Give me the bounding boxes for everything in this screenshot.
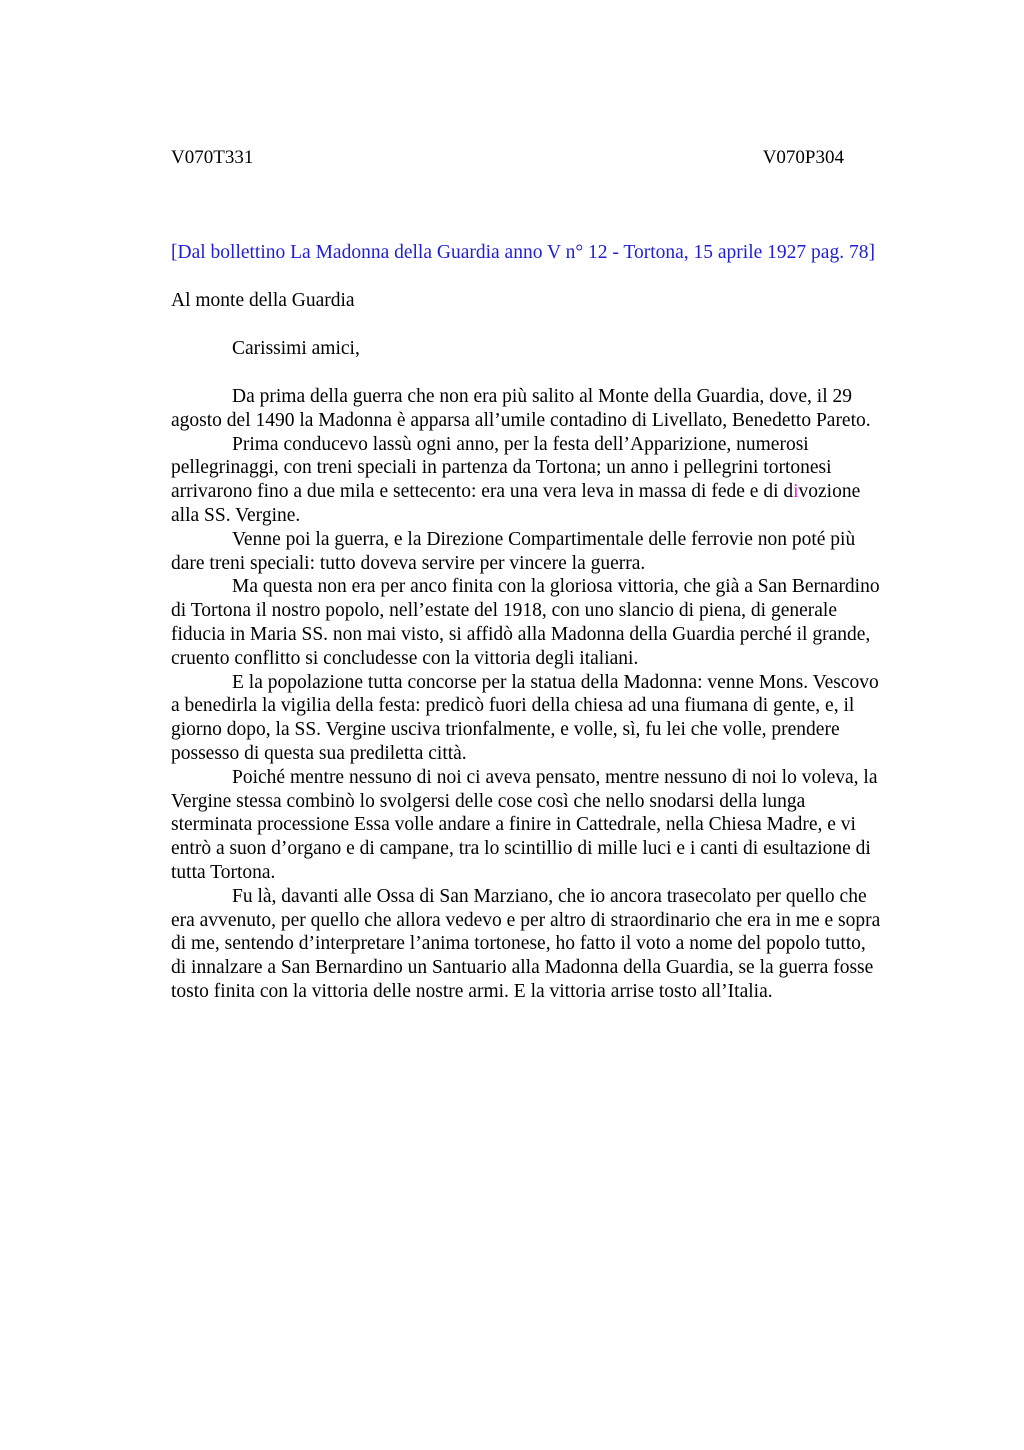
body-line: alla SS. Vergine. <box>171 504 301 526</box>
body-line: entrò a suon d’organo e di campane, tra lo scintillio di mille luci e i canti di esultazione di <box>171 838 871 860</box>
body-line: di me, sentendo d’interpretare l’anima tortonese, ho fatto il voto a nome del popolo tutto, <box>171 933 866 955</box>
body-line: E la popolazione tutta concorse per la statua della Madonna: venne Mons. Vescovo <box>232 671 879 693</box>
body-line: cruento conflitto si concludesse con la vittoria degli italiani. <box>171 647 639 669</box>
body-line: Vergine stessa combinò lo svolgersi delle cose così che nello snodarsi della lunga <box>171 790 806 812</box>
body-line: fiducia in Maria SS. non mai visto, si affidò alla Madonna della Guardia perché il grande, <box>171 623 871 645</box>
body-line: Poiché mentre nessuno di noi ci aveva pensato, mentre nessuno di noi lo voleva, la <box>232 766 878 788</box>
body-line: possesso di questa sua prediletta città. <box>171 742 467 764</box>
body-line: Venne poi la guerra, e la Direzione Compartimentale delle ferrovie non poté più <box>232 528 856 550</box>
code-left: V070T331 <box>171 147 254 168</box>
body-line <box>171 480 931 504</box>
body-line: Ma questa non era per anco finita con la gloriosa vittoria, che già a San Bernardino <box>232 576 880 598</box>
source-note: [Dal bollettino La Madonna della Guardia anno V n° 12 - Tortona, 15 aprile 1927 pag. 78] <box>171 242 875 263</box>
body-line: di innalzare a San Bernardino un Santuario alla Madonna della Guardia, se la guerra fosse <box>171 957 874 979</box>
body-line: tosto finita con la vittoria delle nostre armi. E la vittoria arrise tosto all’Italia. <box>171 980 773 1002</box>
letter-heading: Al monte della Guardia <box>171 290 355 311</box>
body-line: Prima conducevo lassù ogni anno, per la festa dell’Apparizione, numerosi <box>232 433 809 455</box>
document-page <box>171 0 931 1450</box>
body-line: dare treni speciali: tutto doveva servire per vincere la guerra. <box>171 552 646 574</box>
body-line: Da prima della guerra che non era più salito al Monte della Guardia, dove, il 29 <box>232 386 852 407</box>
body-line-text: vozione <box>798 481 861 503</box>
body-line: giorno dopo, la SS. Vergine usciva trionfalmente, e volle, sì, fu lei che volle, prendere <box>171 719 840 741</box>
body-line: a benedirla la vigilia della festa: predicò fuori della chiesa ad una fiumana di gente, e, il <box>171 695 855 717</box>
body-line: Fu là, davanti alle Ossa di San Marziano, che io ancora trasecolato per quello che <box>232 885 867 907</box>
body-line: pellegrinaggi, con treni speciali in partenza da Tortona; un anno i pellegrini tortonesi <box>171 457 832 479</box>
code-right: V070P304 <box>762 147 844 168</box>
highlighted-letter: i <box>793 481 799 503</box>
body-line: tutta Tortona. <box>171 861 276 883</box>
body-line: era avvenuto, per quello che allora vedevo e per altro di straordinario che era in me e sopra <box>171 909 881 931</box>
body-line: di Tortona il nostro popolo, nell’estate del 1918, con uno slancio di piena, di generale <box>171 600 837 622</box>
body-line: sterminata processione Essa volle andare a finire in Cattedrale, nella Chiesa Madre, e vi <box>171 814 856 836</box>
letter-greeting: Carissimi amici, <box>232 338 360 359</box>
letter-body <box>171 385 931 1004</box>
body-line-text: arrivarono fino a due mila e settecento: era una vera leva in massa di fede e di d <box>171 481 794 503</box>
body-line: agosto del 1490 la Madonna è apparsa all’umile contadino di Livellato, Benedetto Pareto. <box>171 409 871 431</box>
